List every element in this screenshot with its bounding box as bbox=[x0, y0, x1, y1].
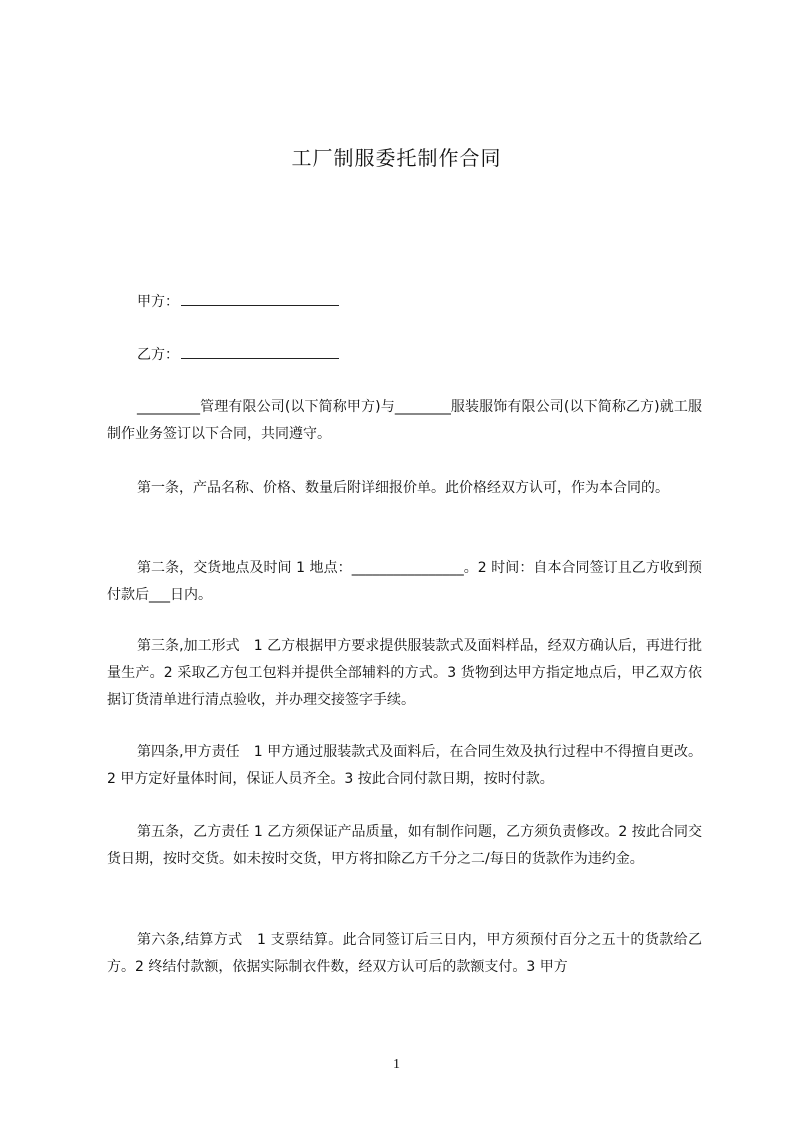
article-6-paragraph: 第六条,结算方式 1 支票结算。此合同签订后三日内，甲方须预付百分之五十的货款给乙方。2 终结付款额，依据实际制衣件数，经双方认可后的款额支付。3 甲方 bbox=[107, 932, 702, 975]
page-number: 1 bbox=[393, 1057, 400, 1072]
party-a-blank-line bbox=[181, 290, 339, 306]
article-1-paragraph: 第一条，产品名称、价格、数量后附详细报价单。此价格经双方认可，作为本合同的。 bbox=[137, 480, 669, 496]
party-b-blank-line bbox=[181, 343, 339, 359]
party-a-label: 甲方： bbox=[137, 294, 179, 310]
article-3-paragraph: 第三条,加工形式 1 乙方根据甲方要求提供服装款式及面料样品，经双方确认后，再进行批量生产。2 采取乙方包工包料并提供全部辅料的方式。3 货物到达甲方指定地点后，甲乙双方依据订货清单进行清点验收，并办理交接签字手续。 bbox=[107, 638, 702, 708]
party-a-field bbox=[137, 290, 339, 313]
article-2-paragraph: 第二条，交货地点及时间 1 地点：________________。2 时间：自本合同签订且乙方收到预付款后___日内。 bbox=[107, 560, 702, 603]
party-b-field bbox=[137, 343, 339, 366]
document-title: 工厂制服委托制作合同 bbox=[291, 146, 502, 170]
party-b-label: 乙方： bbox=[137, 347, 179, 363]
article-5-paragraph: 第五条，乙方责任 1 乙方须保证产品质量，如有制作问题，乙方须负责修改。2 按此合同交货日期，按时交货。如未按时交货，甲方将扣除乙方千分之二/每日的货款作为违约金。 bbox=[107, 824, 702, 867]
article-4-paragraph: 第四条,甲方责任 1 甲方通过服装款式及面料后，在合同生效及执行过程中不得擅自更改。2 甲方定好量体时间，保证人员齐全。3 按此合同付款日期，按时付款。 bbox=[107, 744, 702, 787]
intro-paragraph: _________管理有限公司(以下简称甲方)与________服装服饰有限公司(以下简称乙方)就工服制作业务签订以下合同，共同遵守。 bbox=[107, 399, 702, 442]
